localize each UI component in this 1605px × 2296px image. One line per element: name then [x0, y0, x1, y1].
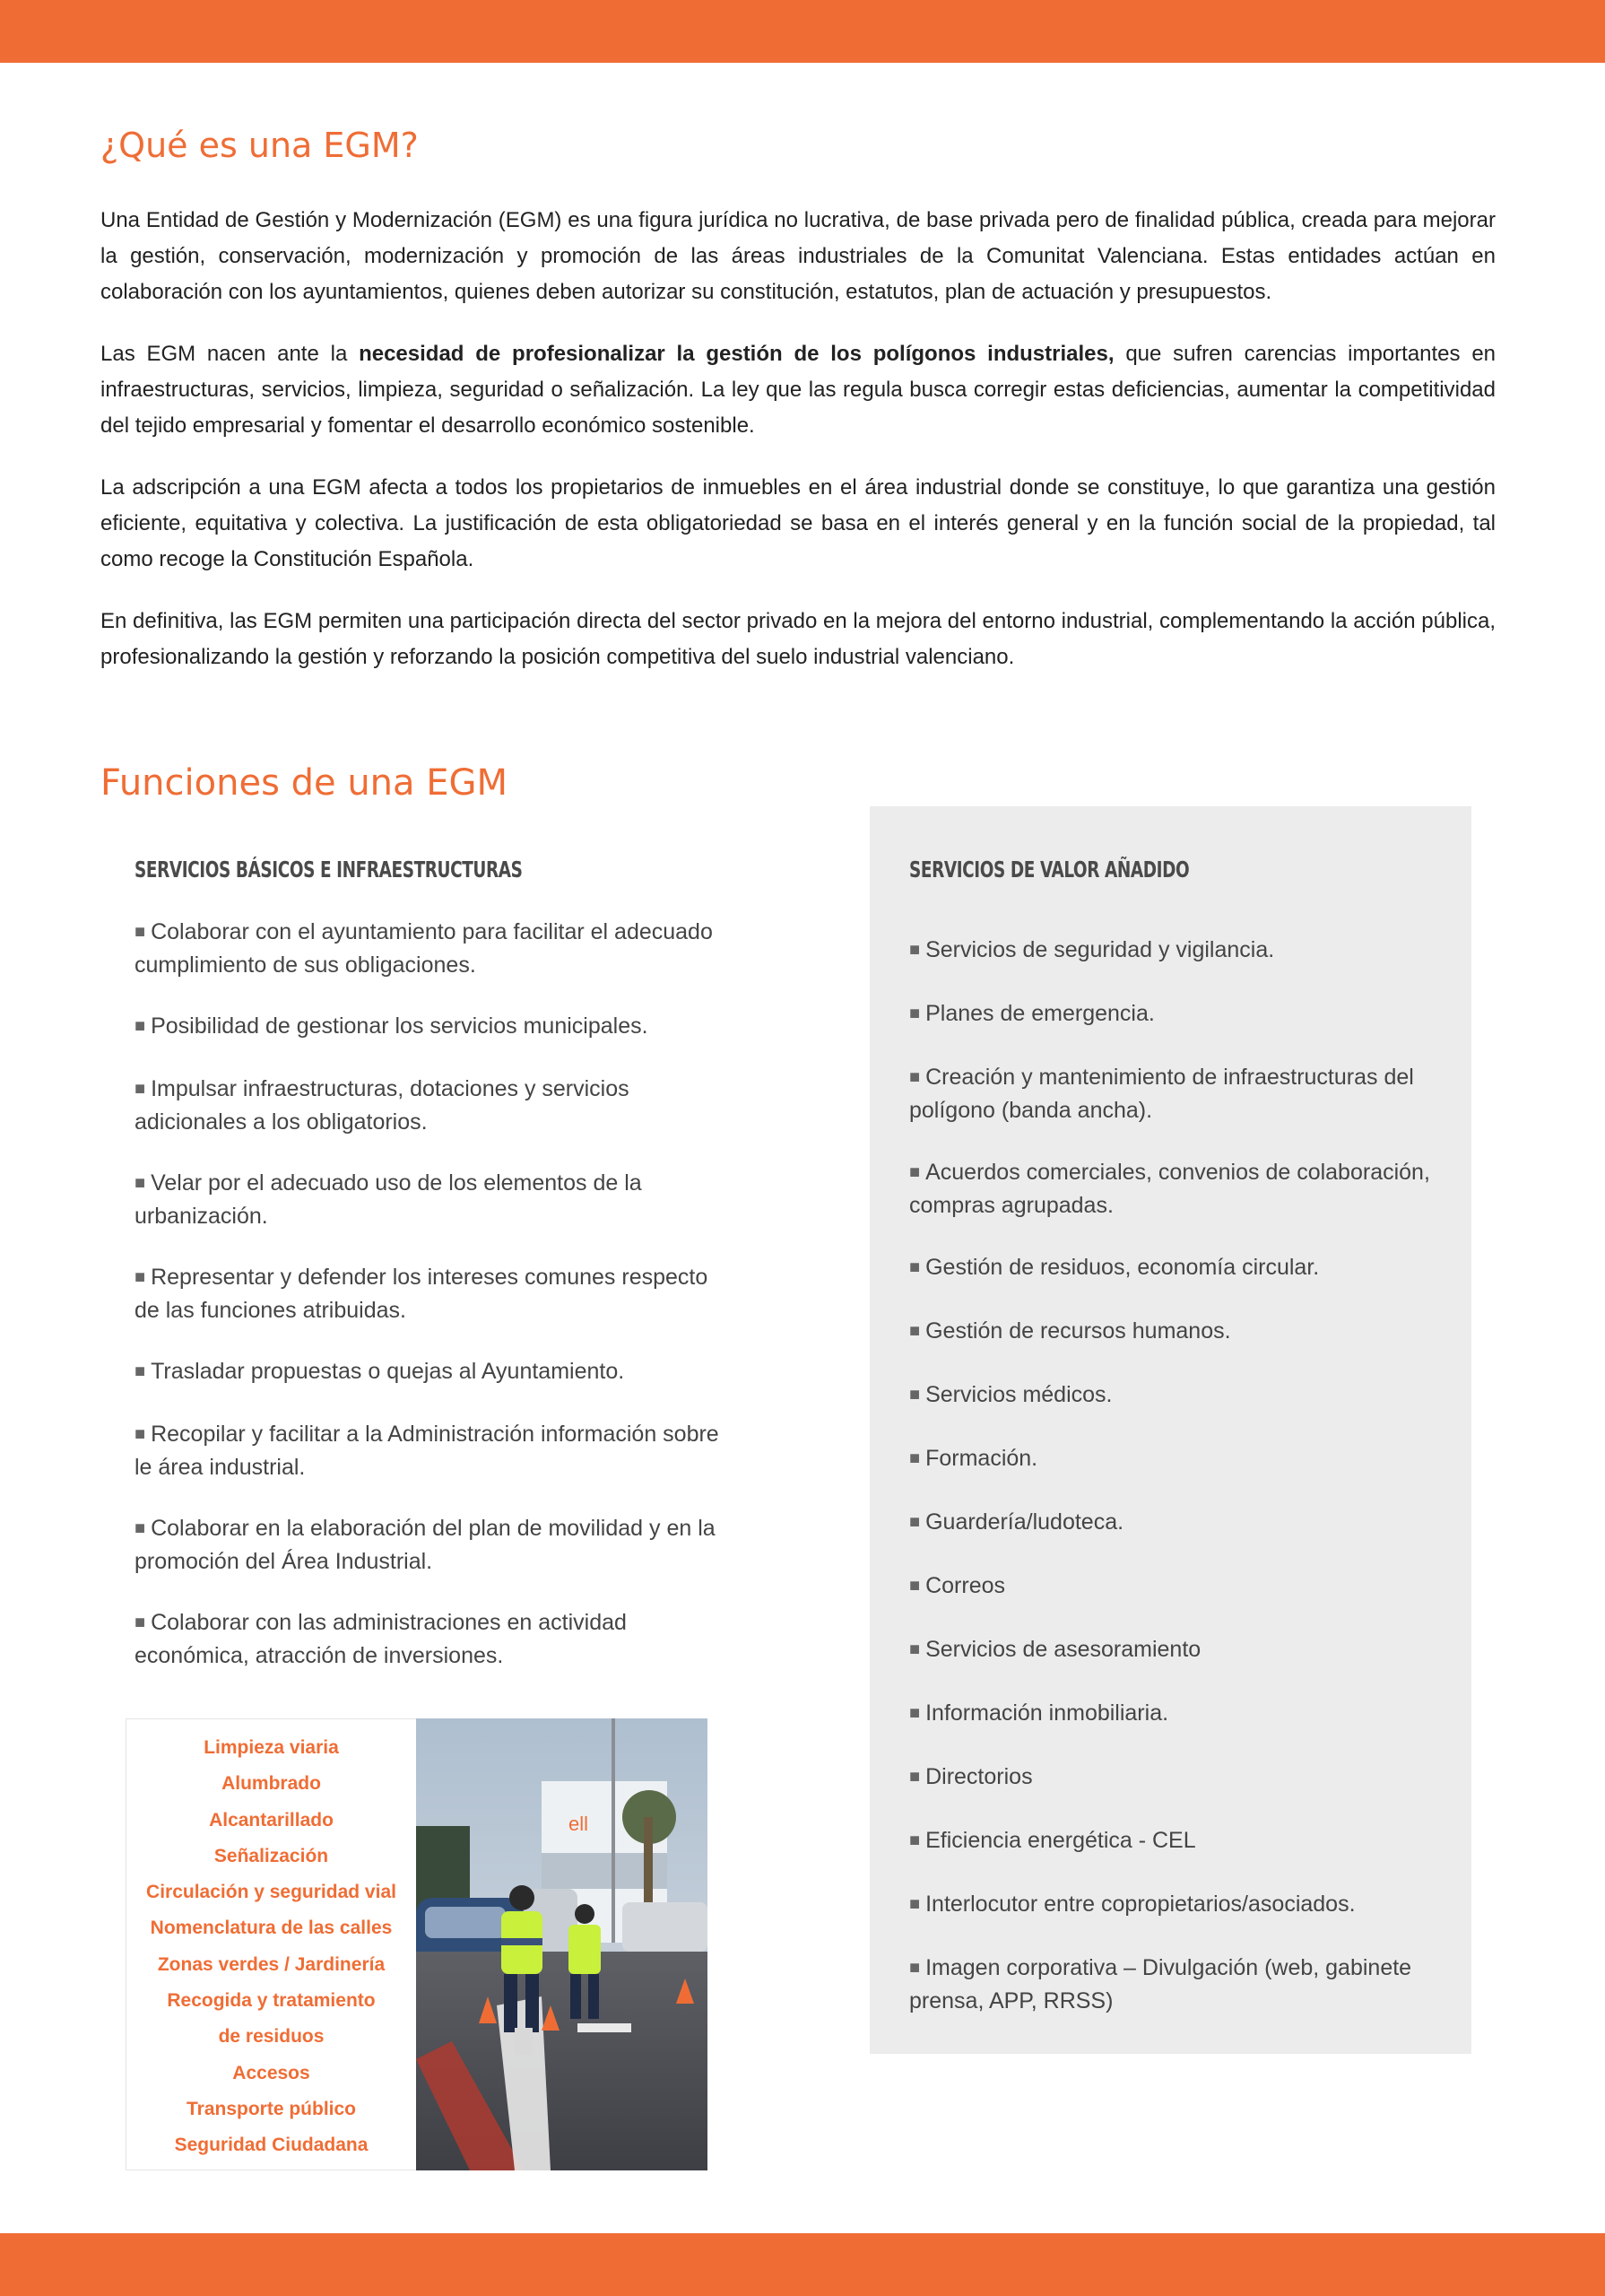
page-title: ¿Qué es una EGM? — [100, 126, 419, 165]
municipal-service-item: Limpieza viaria — [204, 1737, 339, 1758]
basic-service-item — [134, 1168, 726, 1232]
bullet-square-icon: ■ — [909, 1831, 921, 1850]
municipal-service-item: Nomenclatura de las calles — [150, 1918, 393, 1939]
basic-service-item — [134, 1356, 726, 1389]
basic-service-item-text: Impulsar infraestructuras, dotaciones y servicios adicionales a los obligatorios. — [134, 1076, 629, 1135]
municipal-service-item: Recogida y tratamiento — [167, 1990, 376, 2012]
value-added-service-item — [909, 1379, 1465, 1413]
bullet-square-icon: ■ — [909, 1162, 921, 1182]
bullet-square-icon: ■ — [134, 1079, 146, 1099]
basic-service-item — [134, 917, 726, 981]
bullet-square-icon: ■ — [909, 1703, 921, 1723]
municipal-service-item: de residuos — [218, 2026, 325, 2048]
section-title-funciones: Funciones de una EGM — [100, 762, 508, 804]
bullet-square-icon: ■ — [134, 1424, 146, 1444]
value-added-service-item — [909, 1316, 1465, 1349]
municipal-service-item: Alcantarillado — [209, 1809, 334, 1831]
basic-service-item-text: Trasladar propuestas o quejas al Ayuntamiento. — [151, 1359, 625, 1384]
basic-service-item-text: Colaborar con el ayuntamiento para facilitar el adecuado cumplimiento de sus obligaciones. — [134, 919, 713, 978]
basic-services-column — [134, 857, 726, 1701]
intro-paragraph-2-end: que sufren carencias importantes en infraestructuras, servicios, limpieza, seguridad o señalización. La ley que las regula busca corregir estas deficiencias, aumentar la competitividad del tejido empresarial y fomentar el desarrollo económico sostenible. — [100, 342, 1497, 438]
bullet-square-icon: ■ — [909, 1067, 921, 1087]
value-added-service-item-text: Servicios de seguridad y vigilancia. — [925, 937, 1275, 962]
value-added-service-item — [909, 1825, 1465, 1858]
bullet-square-icon: ■ — [909, 1004, 921, 1023]
value-added-service-item-text: Información inmobiliaria. — [925, 1700, 1169, 1726]
basic-service-item — [134, 1011, 726, 1044]
municipal-service-item: Accesos — [232, 2062, 310, 2083]
basic-service-item — [134, 1074, 726, 1138]
bullet-square-icon: ■ — [134, 922, 146, 942]
value-added-service-item — [909, 1570, 1465, 1604]
value-added-service-item — [909, 1252, 1465, 1285]
value-added-service-item-text: Servicios médicos. — [925, 1382, 1113, 1407]
basic-services-list — [134, 917, 726, 1672]
bullet-square-icon: ■ — [134, 1016, 146, 1036]
value-added-service-item — [909, 1634, 1465, 1667]
intro-paragraph-3: La adscripción a una EGM afecta a todos los propietarios de inmuebles en el área industrial donde se constituye, lo que garantiza una gestión eficiente, equitativa y colectiva. La justificación de esta obligatoriedad se basa en el interés general y en la función social de la propiedad, tal como recoge la Constitución Española. — [100, 475, 1496, 571]
street-marking-photo — [416, 1718, 707, 2170]
bottom-accent-band — [0, 2233, 1605, 2296]
bullet-square-icon: ■ — [909, 1448, 921, 1468]
value-added-service-item — [909, 1507, 1465, 1540]
value-added-column — [909, 857, 1465, 2048]
bullet-square-icon: ■ — [909, 1385, 921, 1405]
value-added-service-item-text: Gestión de recursos humanos. — [925, 1318, 1231, 1344]
workers-painting-road-illustration — [416, 1718, 707, 2170]
intro-paragraph-2-emphasis: necesidad de profesionalizar la gestión de los polígonos industriales, — [359, 342, 1115, 366]
value-added-service-item-text: Planes de emergencia. — [925, 1001, 1155, 1026]
municipal-service-item: Seguridad Ciudadana — [174, 2135, 369, 2156]
value-added-service-item-text: Correos — [925, 1573, 1006, 1598]
bullet-square-icon: ■ — [134, 1267, 146, 1287]
value-added-service-item — [909, 1157, 1465, 1222]
bullet-square-icon: ■ — [134, 1613, 146, 1632]
value-added-service-item — [909, 1889, 1465, 1922]
basic-service-item-text: Posibilidad de gestionar los servicios municipales. — [151, 1013, 648, 1039]
basic-service-item — [134, 1513, 726, 1578]
municipal-service-item: Alumbrado — [221, 1773, 321, 1795]
value-added-service-item — [909, 998, 1465, 1031]
basic-service-item — [134, 1262, 726, 1326]
bullet-square-icon: ■ — [134, 1361, 146, 1381]
value-added-service-item-text: Guardería/ludoteca. — [925, 1509, 1124, 1535]
value-added-service-item — [909, 935, 1465, 968]
basic-service-item — [134, 1607, 726, 1672]
basic-service-item-text: Representar y defender los intereses comunes respecto de las funciones atribuidas. — [134, 1265, 708, 1323]
intro-paragraph-4: En definitiva, las EGM permiten una participación directa del sector privado en la mejora del entorno industrial, complementando la acción pública, profesionalizando la gestión y reforzando la posición competitiva del suelo industrial valenciano. — [100, 609, 1496, 669]
intro-paragraph-2 — [100, 336, 1496, 444]
municipal-service-item: Zonas verdes / Jardinería — [157, 1953, 386, 1975]
municipal-service-item: Transporte público — [186, 2098, 357, 2119]
value-added-service-item-text: Gestión de residuos, economía circular. — [925, 1255, 1320, 1280]
value-added-service-item-text: Eficiencia energética - CEL — [925, 1828, 1196, 1853]
value-added-service-item — [909, 1761, 1465, 1795]
municipal-service-item: Circulación y seguridad vial — [146, 1882, 396, 1903]
bullet-square-icon: ■ — [909, 1958, 921, 1978]
value-added-service-item — [909, 1952, 1465, 2017]
bullet-square-icon: ■ — [909, 1257, 921, 1277]
bullet-square-icon: ■ — [134, 1173, 146, 1193]
value-added-service-item-text: Directorios — [925, 1764, 1033, 1789]
bullet-square-icon: ■ — [909, 1512, 921, 1532]
value-added-list — [909, 935, 1465, 2017]
intro-paragraph-2-start: Las EGM nacen ante la — [100, 342, 360, 366]
basic-services-heading: SERVICIOS BÁSICOS E INFRAESTRUCTURAS — [134, 857, 523, 883]
bullet-square-icon: ■ — [909, 1576, 921, 1596]
svg-text:ell: ell — [568, 1813, 589, 1835]
basic-service-item-text: Colaborar con las administraciones en actividad económica, atracción de inversiones. — [134, 1610, 627, 1668]
bullet-square-icon: ■ — [909, 1639, 921, 1659]
bullet-square-icon: ■ — [909, 1321, 921, 1341]
top-accent-band — [0, 0, 1605, 63]
value-added-service-item-text: Interlocutor entre copropietarios/asociados. — [925, 1892, 1356, 1917]
value-added-service-item-text: Creación y mantenimiento de infraestructuras del polígono (banda ancha). — [909, 1065, 1414, 1123]
intro-paragraph-1: Una Entidad de Gestión y Modernización (EGM) es una figura jurídica no lucrativa, de base privada pero de finalidad pública, creada para mejorar la gestión, conservación, modernización y promoción de las áreas industriales de la Comunitat Valenciana. Estas entidades actúan en colaboración con los ayuntamientos, quienes deben autorizar su constitución, estatutos, plan de actuación y presupuestos. — [100, 208, 1496, 304]
value-added-service-item-text: Formación. — [925, 1446, 1038, 1471]
basic-service-item-text: Velar por el adecuado uso de los elementos de la urbanización. — [134, 1170, 642, 1229]
value-added-service-item-text: Imagen corporativa – Divulgación (web, gabinete prensa, APP, RRSS) — [909, 1955, 1412, 2013]
bullet-square-icon: ■ — [909, 1767, 921, 1787]
bullet-square-icon: ■ — [909, 1894, 921, 1914]
bullet-square-icon: ■ — [134, 1518, 146, 1538]
basic-service-item-text: Recopilar y facilitar a la Administración información sobre le área industrial. — [134, 1422, 719, 1480]
municipal-services-box — [126, 1718, 416, 2170]
value-added-service-item — [909, 1698, 1465, 1731]
value-added-service-item-text: Servicios de asesoramiento — [925, 1637, 1202, 1662]
basic-service-item-text: Colaborar en la elaboración del plan de movilidad y en la promoción del Área Industrial. — [134, 1516, 716, 1574]
intro-text — [100, 203, 1496, 701]
bullet-square-icon: ■ — [909, 940, 921, 960]
value-added-heading: SERVICIOS DE VALOR AÑADIDO — [909, 857, 1190, 883]
municipal-service-item: Señalización — [213, 1845, 329, 1866]
value-added-service-item — [909, 1062, 1465, 1126]
value-added-service-item — [909, 1443, 1465, 1476]
basic-service-item — [134, 1419, 726, 1483]
value-added-service-item-text: Acuerdos comerciales, convenios de colaboración, compras agrupadas. — [909, 1160, 1430, 1218]
